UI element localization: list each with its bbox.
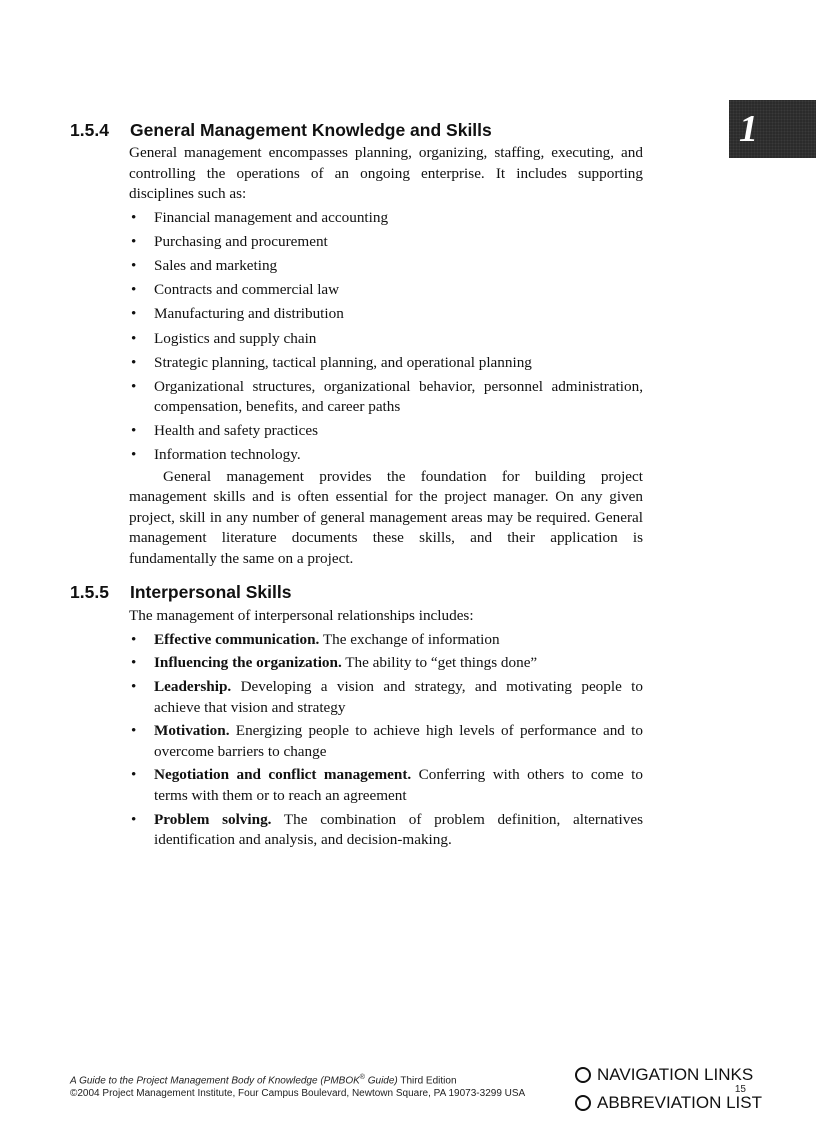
bullet-icon: • [131, 329, 137, 347]
section-title: General Management Knowledge and Skills [130, 120, 492, 140]
bullet-icon: • [131, 257, 137, 275]
bullet-list [129, 208, 643, 466]
section-intro: The management of interpersonal relationships includes: [129, 607, 474, 624]
list-item: • Influencing the organization. The ability to “get things done” [129, 653, 643, 674]
bullet-icon: • [131, 766, 137, 784]
list-item: • Purchasing and procurement [129, 232, 643, 253]
section-title: Interpersonal Skills [130, 582, 292, 602]
list-item: • Information technology. [129, 445, 643, 466]
bullet-icon: • [131, 305, 137, 323]
circle-icon [575, 1095, 591, 1111]
list-item: • Manufacturing and distribution [129, 304, 643, 325]
section-heading-1-5-4 [70, 120, 492, 141]
bullet-list [129, 630, 643, 851]
circle-icon [575, 1067, 591, 1083]
section-body-1-5-5 [129, 606, 643, 851]
navigation-links-button[interactable]: NAVIGATION LINKS [575, 1065, 753, 1085]
bullet-icon: • [131, 233, 137, 251]
section-body-1-5-4 [129, 143, 643, 569]
page-number: 15 [734, 1084, 746, 1095]
abbreviation-list-button[interactable]: ABBREVIATION LIST [575, 1093, 762, 1113]
bullet-icon: • [131, 678, 137, 696]
bullet-icon: • [131, 377, 137, 395]
bullet-icon: • [131, 630, 137, 648]
list-item: • Financial management and accounting [129, 208, 643, 229]
list-item: • Logistics and supply chain [129, 329, 643, 350]
page-footer [70, 1071, 590, 1100]
list-item: • Leadership. Developing a vision and strategy, and motivating people to achieve that vision and strategy [131, 678, 643, 716]
section-heading-1-5-5 [70, 582, 291, 603]
bullet-icon: • [131, 281, 137, 299]
list-item: • Health and safety practices [129, 421, 643, 442]
section-number: 1.5.5 [70, 582, 109, 602]
list-item: • Strategic planning, tactical planning, and operational planning [129, 353, 643, 374]
list-item: • Contracts and commercial law [129, 280, 643, 301]
bullet-icon: • [131, 422, 137, 440]
list-item: • Negotiation and conflict management. Conferring with others to come to terms with them or to reach an agreement [131, 766, 643, 804]
chapter-tab: 1 [729, 100, 816, 158]
footer-copyright: ©2004 Project Management Institute, Four Campus Boulevard, Newtown Square, PA 19073-3299 USA [70, 1088, 526, 1100]
list-item: • Motivation. Energizing people to achieve high levels of performance and to overcome barriers to change [131, 722, 643, 760]
list-item: • Organizational structures, organizational behavior, personnel administration, compensation, benefits, and career paths [131, 377, 643, 416]
section-number: 1.5.4 [70, 120, 109, 140]
list-item: • Sales and marketing [129, 256, 643, 277]
section-intro: General management encompasses planning, organizing, staffing, executing, and controlling the operations of an ongoing enterprise. It includes supporting disciplines such as: [129, 144, 643, 202]
footer-title-line: A Guide to the Project Management Body of Knowledge (PMBOK® Guide) Third Edition [70, 1074, 457, 1087]
bullet-icon: • [131, 722, 137, 740]
bullet-icon: • [131, 654, 137, 672]
bullet-icon: • [131, 209, 137, 227]
bullet-icon: • [131, 810, 137, 828]
list-item: • Problem solving. The combination of problem definition, alternatives identification and analysis, and decision-making. [131, 810, 643, 849]
section-closing: General management provides the foundation for building project management skills and is often essential for the project manager. On any given project, skill in any number of general management areas may be required. General management literature documents these skills, and their application is fundamentally the same on a project. [129, 467, 643, 567]
list-item: • Effective communication. The exchange of information [129, 630, 643, 651]
bullet-icon: • [131, 446, 137, 464]
bullet-icon: • [131, 353, 137, 371]
